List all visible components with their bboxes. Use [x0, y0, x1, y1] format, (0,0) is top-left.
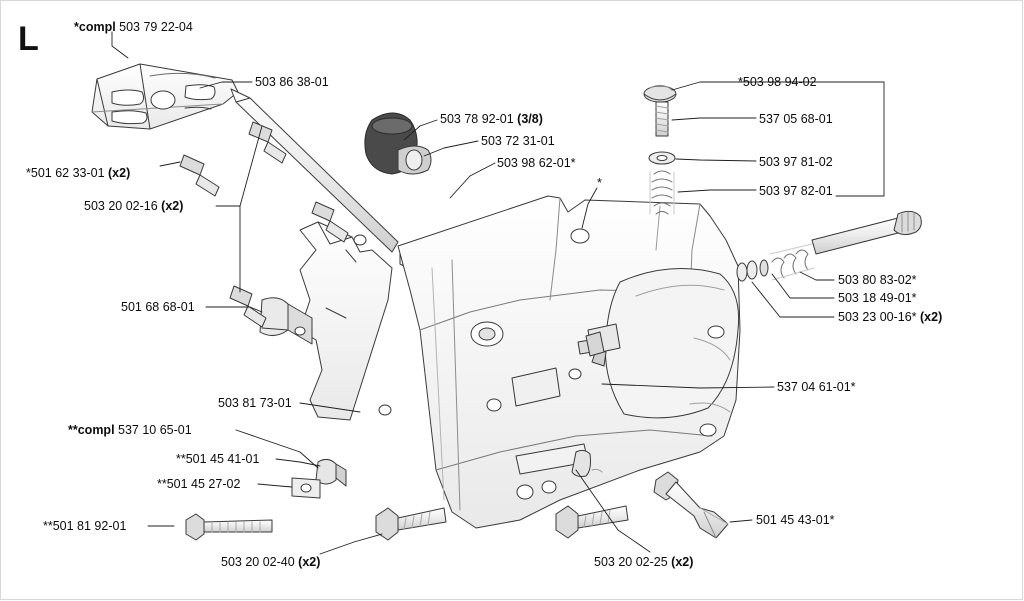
label-prefix: **compl — [68, 423, 119, 437]
label-501-45-27-02 — [157, 477, 240, 491]
label-text: 503 20 02-40 — [221, 555, 299, 569]
label-text: 503 72 31-01 — [481, 134, 555, 148]
label-text: 503 98 62-01* — [497, 156, 576, 170]
label-503-20-02-40 — [221, 555, 320, 569]
label-text: 503 80 83-02* — [838, 273, 917, 287]
label-503-20-02-25 — [594, 555, 693, 569]
label-text: 501 68 68-01 — [121, 300, 195, 314]
label-503-98-94-02 — [738, 75, 817, 89]
label-compl-537-10-65-01 — [68, 423, 192, 437]
label-text: 501 45 43-01* — [756, 513, 835, 527]
label-text: 503 23 00-16* — [838, 310, 921, 324]
label-text: 503 18 49-01* — [838, 291, 917, 305]
label-suffix: (x2) — [671, 555, 694, 569]
label-503-97-81-02 — [759, 155, 833, 169]
rubber-boot — [365, 113, 431, 174]
label-501-62-33-01 — [26, 166, 130, 180]
label-501-45-41-01 — [176, 452, 259, 466]
label-text: *501 62 33-01 — [26, 166, 109, 180]
label-suffix: (x2) — [920, 310, 943, 324]
label-503-20-02-16 — [84, 199, 183, 213]
label-503-86-38-01 — [255, 75, 329, 89]
label-text: 503 20 02-16 — [84, 199, 162, 213]
bar-clamp — [230, 286, 312, 344]
label-text: * — [597, 176, 602, 190]
label-text: 503 97 82-01 — [759, 184, 833, 198]
label-text: *503 98 94-02 — [738, 75, 817, 89]
bar-plate — [92, 64, 238, 129]
label-suffix: (x2) — [108, 166, 131, 180]
clutch-cover-housing — [398, 196, 740, 528]
label-text: 537 05 68-01 — [759, 112, 833, 126]
label-prefix: *compl — [74, 20, 120, 34]
label-501-45-43-01 — [756, 513, 835, 527]
label-suffix: (3/8) — [517, 112, 543, 126]
label-text: 503 20 02-25 — [594, 555, 672, 569]
label-text: 503 78 92-01 — [440, 112, 518, 126]
label-text: 537 10 65-01 — [118, 423, 192, 437]
label-asterisk — [597, 176, 602, 190]
label-503-80-83-02 — [838, 273, 917, 287]
label-text: 503 79 22-04 — [119, 20, 193, 34]
label-501-68-68-01 — [121, 300, 195, 314]
label-503-78-92-01 — [440, 112, 543, 126]
label-compl-top — [74, 20, 193, 34]
label-503-97-82-01 — [759, 184, 833, 198]
label-503-18-49-01 — [838, 291, 917, 305]
label-537-04-61-01 — [777, 380, 856, 394]
label-503-98-62-01 — [497, 156, 576, 170]
label-text: 537 04 61-01* — [777, 380, 856, 394]
label-text: 503 97 81-02 — [759, 155, 833, 169]
label-503-81-73-01 — [218, 396, 292, 410]
label-503-72-31-01 — [481, 134, 555, 148]
label-503-23-00-16 — [838, 310, 942, 324]
label-text: **501 45 27-02 — [157, 477, 241, 491]
label-text: **501 45 41-01 — [176, 452, 260, 466]
adjuster-screw-stack — [644, 85, 676, 214]
label-501-81-92-01 — [43, 519, 126, 533]
long-bolt-right — [654, 472, 728, 538]
label-suffix: (x2) — [161, 199, 184, 213]
label-text: 503 81 73-01 — [218, 396, 292, 410]
label-537-05-68-01 — [759, 112, 833, 126]
tensioner-assembly — [737, 211, 921, 281]
plate-letter: L — [18, 20, 39, 58]
label-text: 503 86 38-01 — [255, 75, 329, 89]
label-suffix: (x2) — [298, 555, 321, 569]
label-text: **501 81 92-01 — [43, 519, 127, 533]
small-bracket-parts — [186, 459, 346, 540]
